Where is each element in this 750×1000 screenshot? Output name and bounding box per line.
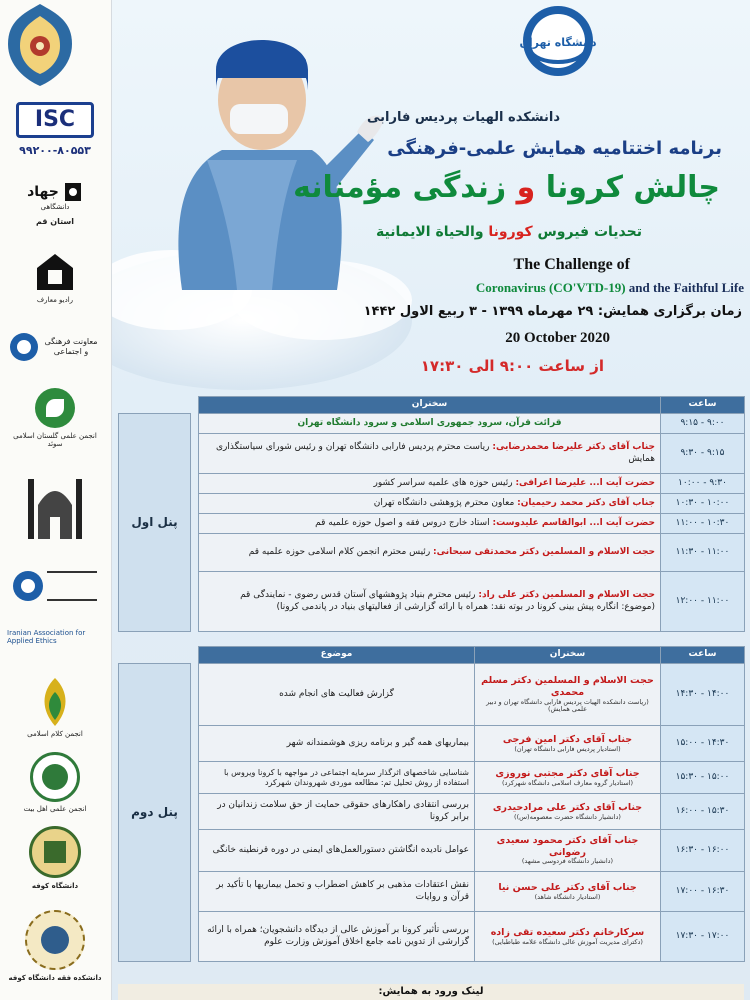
topic-cell: بیماریهای همه گیر و برنامه ریزی هوشمندانه شهر	[199, 726, 475, 762]
calligraphy-mark	[47, 571, 97, 601]
speaker-cell	[199, 474, 661, 494]
time-cell: ۱۵:۳۰ - ۱۶:۰۰	[661, 794, 745, 830]
maaref-logo	[6, 318, 104, 376]
speaker-role: استاد خارج دروس فقه و اصول حوزه علمیه قم	[315, 517, 490, 528]
speaker-role: (استادیار گروه معارف اسلامی دانشگاه شهرکرد)	[501, 778, 634, 787]
kufa-logo	[6, 820, 104, 896]
speaker-role: (استادیار دانشگاه شاهد)	[534, 892, 601, 901]
time-cell: ۱۱:۰۰ - ۱۱:۳۰	[661, 534, 745, 572]
speaker-role: ریاست محترم پردیس فارابی دانشگاه تهران و رئیس شورای سیاستگذاری همایش	[216, 442, 655, 464]
time-cell: ۱۶:۰۰ - ۱۶:۳۰	[661, 830, 745, 872]
table-row	[119, 534, 745, 572]
speaker-role: (دکترای مدیریت آموزش عالی دانشگاه علامه طباطبایی)	[492, 937, 643, 946]
kufa-faculty-label: دانشکده فقه دانشگاه کوفه	[8, 973, 102, 982]
faculty-title: دانشکده الهیات پردیس فارابی	[367, 110, 560, 125]
time-cell: ۹:۱۵ - ۹:۳۰	[661, 434, 745, 474]
speaker-cell	[475, 726, 661, 762]
radio-maaref-icon	[33, 252, 77, 292]
kufa-faculty-seal-icon	[25, 910, 85, 970]
isc-logo	[6, 94, 104, 164]
isc-logo-text: ISC	[34, 107, 76, 132]
speaker-role: (استادیار پردیس فارابی دانشگاه تهران)	[514, 744, 621, 753]
maaref-label: معاونت فرهنگی و اجتماعی	[44, 337, 98, 356]
table-row	[119, 414, 745, 434]
time-cell: ۱۰:۰۰ - ۱۰:۳۰	[661, 494, 745, 514]
table-row	[119, 872, 745, 912]
golestan-label: انجمن علمی گلستان اسلامی سوئد	[13, 431, 97, 448]
speaker-name: سرکارخانم دکتر سعیده تقی زاده	[490, 926, 645, 938]
speaker-name: حجت الاسلام و المسلمین دکتر محمدتقی سبحانی:	[433, 546, 655, 557]
table-row	[119, 794, 745, 830]
speaker-role: رئیس محترم بنیاد پژوهشهای آستان قدس رضوی - نمایندگی قم (موضوع: انگاره پیش بینی کرونا در بوته نقد: همراه با ارائه گزارشی از فعالیتهای بنیاد در پاندمی کرونا)	[240, 590, 655, 612]
time-cell: ۱۶:۳۰ - ۱۷:۰۰	[661, 872, 745, 912]
table-row	[119, 514, 745, 534]
speaker-role: (دانشیار دانشگاه فردوسی مشهد)	[521, 857, 614, 866]
panel-one-schedule	[118, 396, 745, 632]
main-title-part2: زندگی مؤمنانه	[293, 170, 507, 205]
speaker-cell	[475, 762, 661, 794]
speaker-name: جناب آقای دکتر امین فرجی	[502, 733, 633, 745]
time-header: ساعت	[661, 397, 745, 414]
tehran-seal-icon	[13, 571, 43, 601]
time-cell: ۱۴:۰۰ - ۱۴:۳۰	[661, 664, 745, 726]
speaker-role: (ریاست دانشکده الهیات پردیس فارابی دانشگاه تهران و دبیر علمی همایش)	[486, 697, 649, 714]
speaker-cell	[475, 830, 661, 872]
jihad-sub: دانشگاهی	[40, 203, 70, 211]
speaker-role: رئیس محترم انجمن کلام اسلامی حوزه علمیه قم	[248, 546, 431, 557]
arabic-title-part2: کورونا	[488, 224, 533, 240]
speaker-name: جناب آقای دکتر مجتبی نوروزی	[495, 767, 640, 779]
topic-cell: گزارش فعالیت های انجام شده	[199, 664, 475, 726]
applied-ethics-logo	[6, 612, 104, 662]
program-title: برنامه اختتامیه همایش علمی-فرهنگی	[387, 138, 722, 159]
university-of-tehran-logo	[508, 4, 608, 78]
time-cell: ۱۰:۳۰ - ۱۱:۰۰	[661, 514, 745, 534]
topic-cell: بررسی تأثیر کرونا بر آموزش عالی از دیدگاه دانشجویان؛ همراه با ارائه گزارشی از تدوین نامه جامع اخلاق آموزش وزارت علوم	[199, 912, 475, 962]
event-date-en: 20 October 2020	[505, 330, 610, 346]
radio-maaref-logo	[6, 246, 104, 310]
jihad-label: جهاد	[27, 184, 59, 200]
speaker-name: حجت الاسلام و المسلمین دکتر علی راد:	[478, 590, 655, 601]
jihad-logo	[6, 168, 104, 240]
speaker-name: جناب آقای دکتر علیرضا محمدرضایی:	[492, 442, 655, 453]
speaker-role: (دانشیار دانشگاه حضرت معصومه(س))	[514, 812, 621, 821]
english-title-line1: The Challenge of	[513, 256, 630, 273]
table-row	[119, 494, 745, 514]
kalam-label: انجمن کلام اسلامی	[27, 729, 83, 738]
time-cell: ۱۱:۰۰ - ۱۲:۰۰	[661, 572, 745, 632]
topic-cell: عوامل نادیده انگاشتن دستورالعمل‌های ایمنی در دوره قرنطینه خانگی	[199, 830, 475, 872]
arabic-title	[376, 224, 642, 240]
topic-header: موضوع	[199, 647, 475, 664]
qom-mosque-logo	[6, 458, 104, 552]
speaker-name: حجت الاسلام و المسلمین دکتر مسلم محمدی	[481, 674, 654, 698]
speaker-name: جناب آقای دکتر محمد رحیمیان:	[517, 497, 655, 508]
table-row	[119, 762, 745, 794]
radio-maaref-label: رادیو معارف	[36, 295, 74, 304]
panel-one-label: پنل اول	[119, 414, 191, 632]
kalam-logo	[6, 670, 104, 744]
speaker-cell	[475, 912, 661, 962]
univ-tehran-logo-small	[6, 560, 104, 612]
speaker-name: جناب آقای دکتر علی مرادحیدری	[492, 801, 643, 813]
table-row	[119, 474, 745, 494]
topic-cell: بررسی انتقادی راهکارهای حقوقی حمایت از حق سلامت زندانیان در برابر کرونا	[199, 794, 475, 830]
time-cell: ۱۷:۰۰ - ۱۷:۳۰	[661, 912, 745, 962]
persian-ornament-icon	[0, 0, 80, 90]
golestan-logo	[6, 382, 104, 454]
partner-logos-sidebar	[0, 0, 112, 1000]
time-header: ساعت	[661, 647, 745, 664]
maaref-seal-icon	[10, 333, 38, 361]
panel-two-label: پنل دوم	[119, 664, 191, 962]
topic-cell: نقش اعتقادات مذهبی بر کاهش اضطراب و تحمل بیماریها با تأکید بر قرآن و روایات	[199, 872, 475, 912]
speakers-header: سخنران	[199, 397, 661, 414]
main-title-conj: و	[516, 170, 536, 205]
panel-two-schedule	[118, 646, 745, 962]
ahl-bayt-seal-icon	[30, 752, 80, 802]
jihad-emblem-icon	[63, 181, 83, 203]
kufa-label: دانشگاه کوفه	[31, 881, 79, 890]
speaker-cell	[475, 872, 661, 912]
kalam-flame-icon	[35, 676, 75, 728]
table-row	[119, 664, 745, 726]
speaker-name: جناب آقای دکتر علی حسن نیا	[498, 881, 637, 893]
speaker-role: معاون محترم پژوهشی دانشگاه تهران	[373, 497, 515, 508]
event-time: از ساعت ۹:۰۰ الی ۱۷:۳۰	[420, 357, 604, 375]
speaker-cell	[199, 572, 661, 632]
main-title-part1: چالش کرونا	[545, 170, 720, 205]
english-title-part2: and the Faithful Life	[628, 280, 744, 295]
ahl-bayt-label: انجمن علمی اهل بیت	[23, 805, 87, 814]
speaker-cell	[475, 664, 661, 726]
time-cell: ۹:۳۰ - ۱۰:۰۰	[661, 474, 745, 494]
speaker-cell	[199, 494, 661, 514]
speaker-cell	[199, 434, 661, 474]
speakers-header: سخنران	[475, 647, 661, 664]
speaker-cell	[199, 534, 661, 572]
main-title	[293, 170, 720, 205]
table-row	[119, 434, 745, 474]
kufa-seal-icon	[29, 826, 81, 878]
speaker-cell	[475, 794, 661, 830]
speaker-cell: قرائت قرآن، سرود جمهوری اسلامی و سرود دانشگاه تهران	[199, 414, 661, 434]
jihad-branch: استان قم	[35, 217, 74, 227]
speaker-cell	[199, 514, 661, 534]
conference-link-label: لینک ورود به همایش:	[118, 984, 744, 1000]
event-date-fa: زمان برگزاری همایش: ۲۹ مهرماه ۱۳۹۹ - ۳ ربیع الاول ۱۴۴۲	[363, 304, 742, 319]
arabic-title-part3: والحیاة الایمانیة	[375, 224, 484, 240]
topic-cell: شناسایی شاخصهای اثرگذار سرمایه اجتماعی در مواجهه با کرونا ویروس با استفاده از روش تحلیل تم: مطالعه موردی شهروندان شهرکرد	[199, 762, 475, 794]
time-cell: ۱۵:۰۰ - ۱۵:۳۰	[661, 762, 745, 794]
ut-logo-text: دانشگاه تهران	[519, 36, 597, 49]
isc-phone: ۹۹۲۰۰-۸۰۵۵۳	[19, 143, 91, 157]
mosque-icon	[20, 465, 90, 545]
ahl-bayt-logo	[6, 748, 104, 818]
english-title-part1: Coronavirus (CO'VTD-19)	[475, 280, 626, 295]
arabic-title-part1: تحدیات فیروس	[537, 224, 642, 240]
english-title-line2	[476, 280, 744, 296]
table-row	[119, 912, 745, 962]
golestan-leaf-icon	[35, 388, 75, 428]
time-cell: ۱۴:۳۰ - ۱۵:۰۰	[661, 726, 745, 762]
table-row	[119, 830, 745, 872]
speaker-name: جناب آقای دکتر محمود سعیدی رضوانی	[496, 834, 639, 858]
ethics-label: Iranian Association for Applied Ethics	[7, 628, 86, 645]
table-row	[119, 726, 745, 762]
speaker-name: حضرت آیت ا... علیرضا اعرافی:	[515, 477, 655, 488]
kufa-faculty-logo	[6, 898, 104, 994]
table-row	[119, 572, 745, 632]
time-cell: ۹:۰۰ - ۹:۱۵	[661, 414, 745, 434]
speaker-name: حضرت آیت ا... ابوالقاسم علیدوست:	[492, 517, 655, 528]
speaker-role: رئیس حوزه های علمیه سراسر کشور	[373, 477, 513, 488]
